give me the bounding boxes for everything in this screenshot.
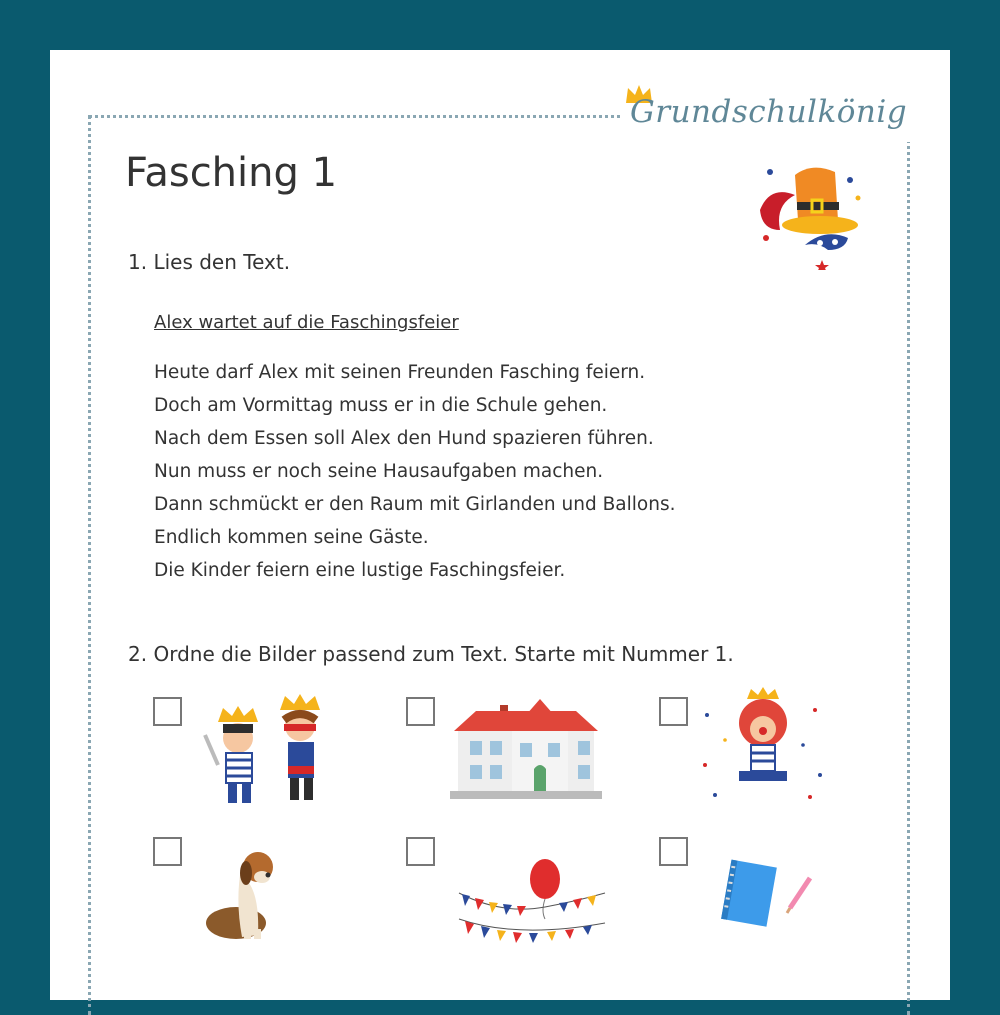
garland-balloon-icon (457, 853, 607, 953)
story-title: Alex wartet auf die Faschingsfeier (154, 312, 459, 333)
order-checkbox-children[interactable] (153, 697, 182, 726)
task-2 (128, 642, 734, 666)
story-line: Doch am Vormittag muss er in die Schule gehen. (154, 395, 608, 416)
task-2-text: Ordne die Bilder passend zum Text. Starte mit Nummer 1. (153, 642, 734, 666)
order-checkbox-clown[interactable] (659, 697, 688, 726)
order-checkbox-dog[interactable] (153, 837, 182, 866)
order-checkbox-notebook[interactable] (659, 837, 688, 866)
brand-logo: Grundschulkönig (630, 94, 908, 130)
carnival-hat-icon (750, 150, 870, 270)
task-2-number: 2. (128, 642, 148, 666)
school-building-icon (450, 693, 602, 803)
order-checkbox-school[interactable] (406, 697, 435, 726)
order-checkbox-garland[interactable] (406, 837, 435, 866)
story-line: Endlich kommen seine Gäste. (154, 527, 429, 548)
page-title: Fasching 1 (125, 150, 338, 196)
worksheet-page (50, 50, 950, 1000)
story-line: Nach dem Essen soll Alex den Hund spazieren führen. (154, 428, 654, 449)
story-line: Heute darf Alex mit seinen Freunden Fasching feiern. (154, 362, 646, 383)
costumed-children-icon (200, 690, 330, 810)
dog-icon (200, 845, 290, 945)
task-1 (128, 250, 290, 274)
story-line: Dann schmückt er den Raum mit Girlanden und Ballons. (154, 494, 676, 515)
clown-confetti-icon (695, 685, 830, 810)
story-text (154, 356, 675, 587)
story-line: Die Kinder feiern eine lustige Faschingsfeier. (154, 560, 566, 581)
notebook-pencil-icon (718, 858, 818, 933)
task-1-text: Lies den Text. (153, 250, 291, 274)
task-1-number: 1. (128, 250, 148, 274)
story-line: Nun muss er noch seine Hausaufgaben machen. (154, 461, 604, 482)
